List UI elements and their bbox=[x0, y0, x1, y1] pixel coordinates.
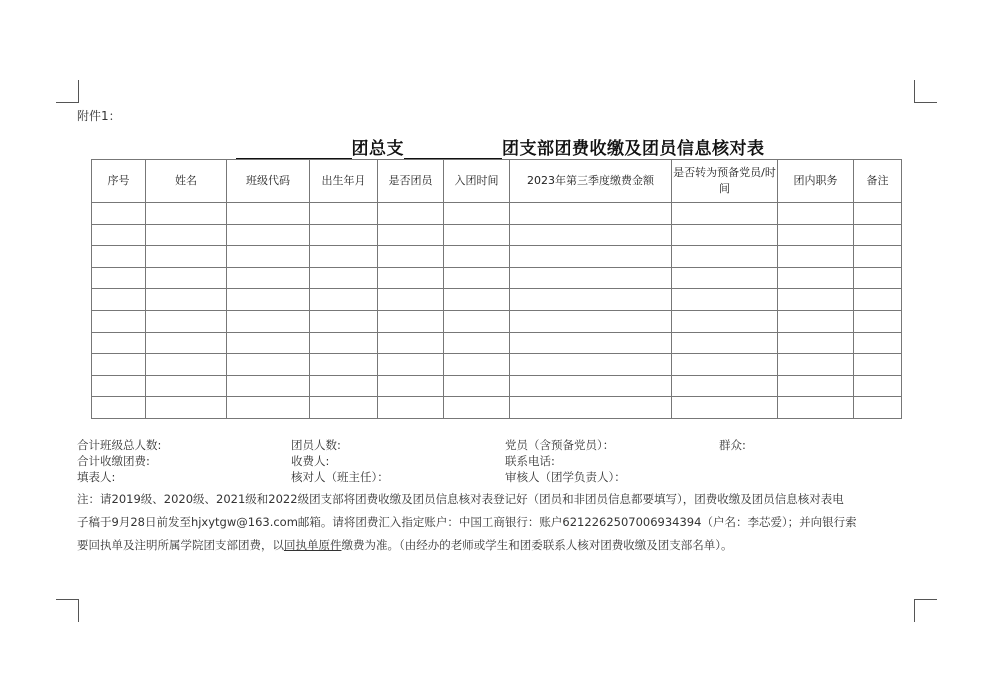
verification-table bbox=[91, 159, 902, 419]
table-cell[interactable] bbox=[378, 354, 444, 376]
table-cell[interactable] bbox=[444, 332, 510, 354]
table-cell[interactable] bbox=[227, 310, 310, 332]
table-cell[interactable] bbox=[778, 310, 854, 332]
table-cell[interactable] bbox=[672, 354, 778, 376]
table-cell[interactable] bbox=[378, 224, 444, 246]
table-cell[interactable] bbox=[92, 203, 146, 225]
summary-league-members: 团员人数: bbox=[291, 438, 341, 452]
table-cell[interactable] bbox=[672, 310, 778, 332]
table-cell[interactable] bbox=[510, 267, 672, 289]
table-cell[interactable] bbox=[310, 267, 378, 289]
table-cell[interactable] bbox=[310, 203, 378, 225]
note-line-1: 注：请2019级、2020级、2021级和2022级团支部将团费收缴及团员信息核对表登记好（团员和非团员信息都要填写），团费收缴及团员信息核对表电 bbox=[77, 492, 844, 506]
title-part1: 团总支 bbox=[351, 139, 404, 159]
note-line-3-b: 缴费为准。（由经办的老师或学生和团委联系人核对团费收缴及团支部名单）。 bbox=[341, 538, 733, 552]
table-row bbox=[92, 246, 902, 268]
table-cell[interactable] bbox=[778, 332, 854, 354]
table-cell[interactable] bbox=[227, 246, 310, 268]
table-cell[interactable] bbox=[444, 354, 510, 376]
table-header-row bbox=[92, 160, 902, 203]
table-cell[interactable] bbox=[444, 203, 510, 225]
table-cell[interactable] bbox=[310, 246, 378, 268]
table-cell[interactable] bbox=[444, 310, 510, 332]
crop-mark-top-left bbox=[56, 80, 79, 103]
table-cell[interactable] bbox=[444, 397, 510, 419]
table-cell[interactable] bbox=[92, 224, 146, 246]
table-cell[interactable] bbox=[378, 310, 444, 332]
table-cell[interactable] bbox=[778, 375, 854, 397]
table-cell[interactable] bbox=[778, 224, 854, 246]
note-line-2: 子稿于9月28日前发至hjxytgw@163.com邮箱。请将团费汇入指定账户：中国工商银行：账户6212262507006934394（户名：李芯爱）；并向银行索 bbox=[77, 515, 857, 529]
table-cell[interactable] bbox=[310, 224, 378, 246]
table-row bbox=[92, 310, 902, 332]
table-cell[interactable] bbox=[510, 375, 672, 397]
table-cell[interactable] bbox=[444, 267, 510, 289]
table-cell[interactable] bbox=[310, 375, 378, 397]
table-cell[interactable] bbox=[310, 354, 378, 376]
table-cell[interactable] bbox=[854, 267, 902, 289]
summary-form-filler: 填表人: bbox=[77, 470, 116, 484]
table-cell[interactable] bbox=[672, 397, 778, 419]
attachment-label: 附件1： bbox=[77, 109, 121, 123]
table-cell[interactable] bbox=[146, 289, 227, 311]
table-cell[interactable] bbox=[778, 267, 854, 289]
table-cell[interactable] bbox=[854, 354, 902, 376]
table-cell[interactable] bbox=[92, 310, 146, 332]
table-cell[interactable] bbox=[778, 397, 854, 419]
table-cell[interactable] bbox=[227, 224, 310, 246]
table-cell[interactable] bbox=[510, 354, 672, 376]
crop-mark-bottom-right bbox=[914, 599, 937, 622]
table-cell[interactable] bbox=[778, 246, 854, 268]
note-underlined-receipt: 回执单原件 bbox=[284, 538, 342, 552]
table-cell[interactable] bbox=[378, 289, 444, 311]
blank-general-branch bbox=[236, 140, 352, 159]
table-cell[interactable] bbox=[854, 203, 902, 225]
column-header: 是否转为预备党员/时间 bbox=[672, 160, 778, 203]
table-cell[interactable] bbox=[146, 224, 227, 246]
summary-party-members: 党员（含预备党员）： bbox=[505, 438, 615, 452]
table-cell[interactable] bbox=[672, 289, 778, 311]
note-line-3 bbox=[77, 534, 927, 557]
table-cell[interactable] bbox=[510, 397, 672, 419]
table-cell[interactable] bbox=[510, 310, 672, 332]
column-header: 姓名 bbox=[146, 160, 227, 203]
table-cell[interactable] bbox=[378, 397, 444, 419]
summary-total-fees: 合计收缴团费: bbox=[77, 454, 150, 468]
table-cell[interactable] bbox=[310, 310, 378, 332]
table-cell[interactable] bbox=[854, 375, 902, 397]
table-cell[interactable] bbox=[92, 375, 146, 397]
table-row bbox=[92, 224, 902, 246]
table-cell[interactable] bbox=[310, 397, 378, 419]
document-title bbox=[0, 134, 1000, 159]
crop-mark-top-right bbox=[914, 80, 937, 103]
table-cell[interactable] bbox=[227, 267, 310, 289]
summary-checker: 核对人（班主任）： bbox=[291, 470, 389, 484]
note-line-3-a: 要回执单及注明所属学院团支部团费，以 bbox=[77, 538, 284, 552]
table-cell[interactable] bbox=[92, 267, 146, 289]
table-cell[interactable] bbox=[146, 310, 227, 332]
table-cell[interactable] bbox=[854, 332, 902, 354]
table-cell[interactable] bbox=[92, 289, 146, 311]
column-header: 2023年第三季度缴费金额 bbox=[510, 160, 672, 203]
table-cell[interactable] bbox=[510, 332, 672, 354]
table-cell[interactable] bbox=[854, 310, 902, 332]
table-cell[interactable] bbox=[672, 203, 778, 225]
table-row bbox=[92, 354, 902, 376]
summary-reviewer: 审核人（团学负责人）： bbox=[505, 470, 626, 484]
table-cell[interactable] bbox=[378, 246, 444, 268]
table-cell[interactable] bbox=[778, 203, 854, 225]
table-cell[interactable] bbox=[227, 375, 310, 397]
title-part2: 团支部团费收缴及团员信息核对表 bbox=[502, 139, 765, 159]
table-cell[interactable] bbox=[378, 332, 444, 354]
table-cell[interactable] bbox=[310, 289, 378, 311]
table-cell[interactable] bbox=[146, 267, 227, 289]
table-cell[interactable] bbox=[227, 397, 310, 419]
table-cell[interactable] bbox=[146, 203, 227, 225]
table-cell[interactable] bbox=[146, 375, 227, 397]
column-header: 序号 bbox=[92, 160, 146, 203]
table-cell[interactable] bbox=[92, 397, 146, 419]
table-cell[interactable] bbox=[672, 375, 778, 397]
table-cell[interactable] bbox=[378, 203, 444, 225]
blank-branch bbox=[404, 140, 502, 159]
table-cell[interactable] bbox=[444, 246, 510, 268]
table-cell[interactable] bbox=[510, 289, 672, 311]
table-cell[interactable] bbox=[444, 375, 510, 397]
table-cell[interactable] bbox=[778, 289, 854, 311]
table-row bbox=[92, 203, 902, 225]
summary-contact-phone: 联系电话: bbox=[505, 454, 555, 468]
table-cell[interactable] bbox=[672, 246, 778, 268]
column-header: 是否团员 bbox=[378, 160, 444, 203]
table-cell[interactable] bbox=[444, 224, 510, 246]
table-cell[interactable] bbox=[146, 246, 227, 268]
summary-masses: 群众: bbox=[719, 438, 746, 452]
table-cell[interactable] bbox=[672, 224, 778, 246]
note-block bbox=[77, 488, 927, 557]
summary-total-class-members: 合计班级总人数: bbox=[77, 438, 162, 452]
table-cell[interactable] bbox=[854, 397, 902, 419]
table-cell[interactable] bbox=[378, 267, 444, 289]
table-cell[interactable] bbox=[854, 224, 902, 246]
table-cell[interactable] bbox=[672, 267, 778, 289]
column-header: 团内职务 bbox=[778, 160, 854, 203]
table-cell[interactable] bbox=[444, 289, 510, 311]
table-cell[interactable] bbox=[146, 397, 227, 419]
table-cell[interactable] bbox=[92, 332, 146, 354]
table-cell[interactable] bbox=[672, 332, 778, 354]
table-cell[interactable] bbox=[146, 354, 227, 376]
table-cell[interactable] bbox=[854, 246, 902, 268]
table-cell[interactable] bbox=[778, 354, 854, 376]
table-cell[interactable] bbox=[227, 332, 310, 354]
table-row bbox=[92, 332, 902, 354]
table-cell[interactable] bbox=[310, 332, 378, 354]
table-cell[interactable] bbox=[227, 354, 310, 376]
table-cell[interactable] bbox=[854, 289, 902, 311]
crop-mark-bottom-left bbox=[56, 599, 79, 622]
table-cell[interactable] bbox=[378, 375, 444, 397]
table-cell[interactable] bbox=[510, 203, 672, 225]
table-row bbox=[92, 375, 902, 397]
table-cell[interactable] bbox=[92, 354, 146, 376]
column-header: 备注 bbox=[854, 160, 902, 203]
column-header: 班级代码 bbox=[227, 160, 310, 203]
table-cell[interactable] bbox=[227, 203, 310, 225]
table-cell[interactable] bbox=[146, 332, 227, 354]
table-row bbox=[92, 397, 902, 419]
table-row bbox=[92, 267, 902, 289]
table-cell[interactable] bbox=[510, 224, 672, 246]
column-header: 出生年月 bbox=[310, 160, 378, 203]
table-row bbox=[92, 289, 902, 311]
table-cell[interactable] bbox=[227, 289, 310, 311]
column-header: 入团时间 bbox=[444, 160, 510, 203]
summary-collector: 收费人: bbox=[291, 454, 330, 468]
table-cell[interactable] bbox=[510, 246, 672, 268]
table-cell[interactable] bbox=[92, 246, 146, 268]
